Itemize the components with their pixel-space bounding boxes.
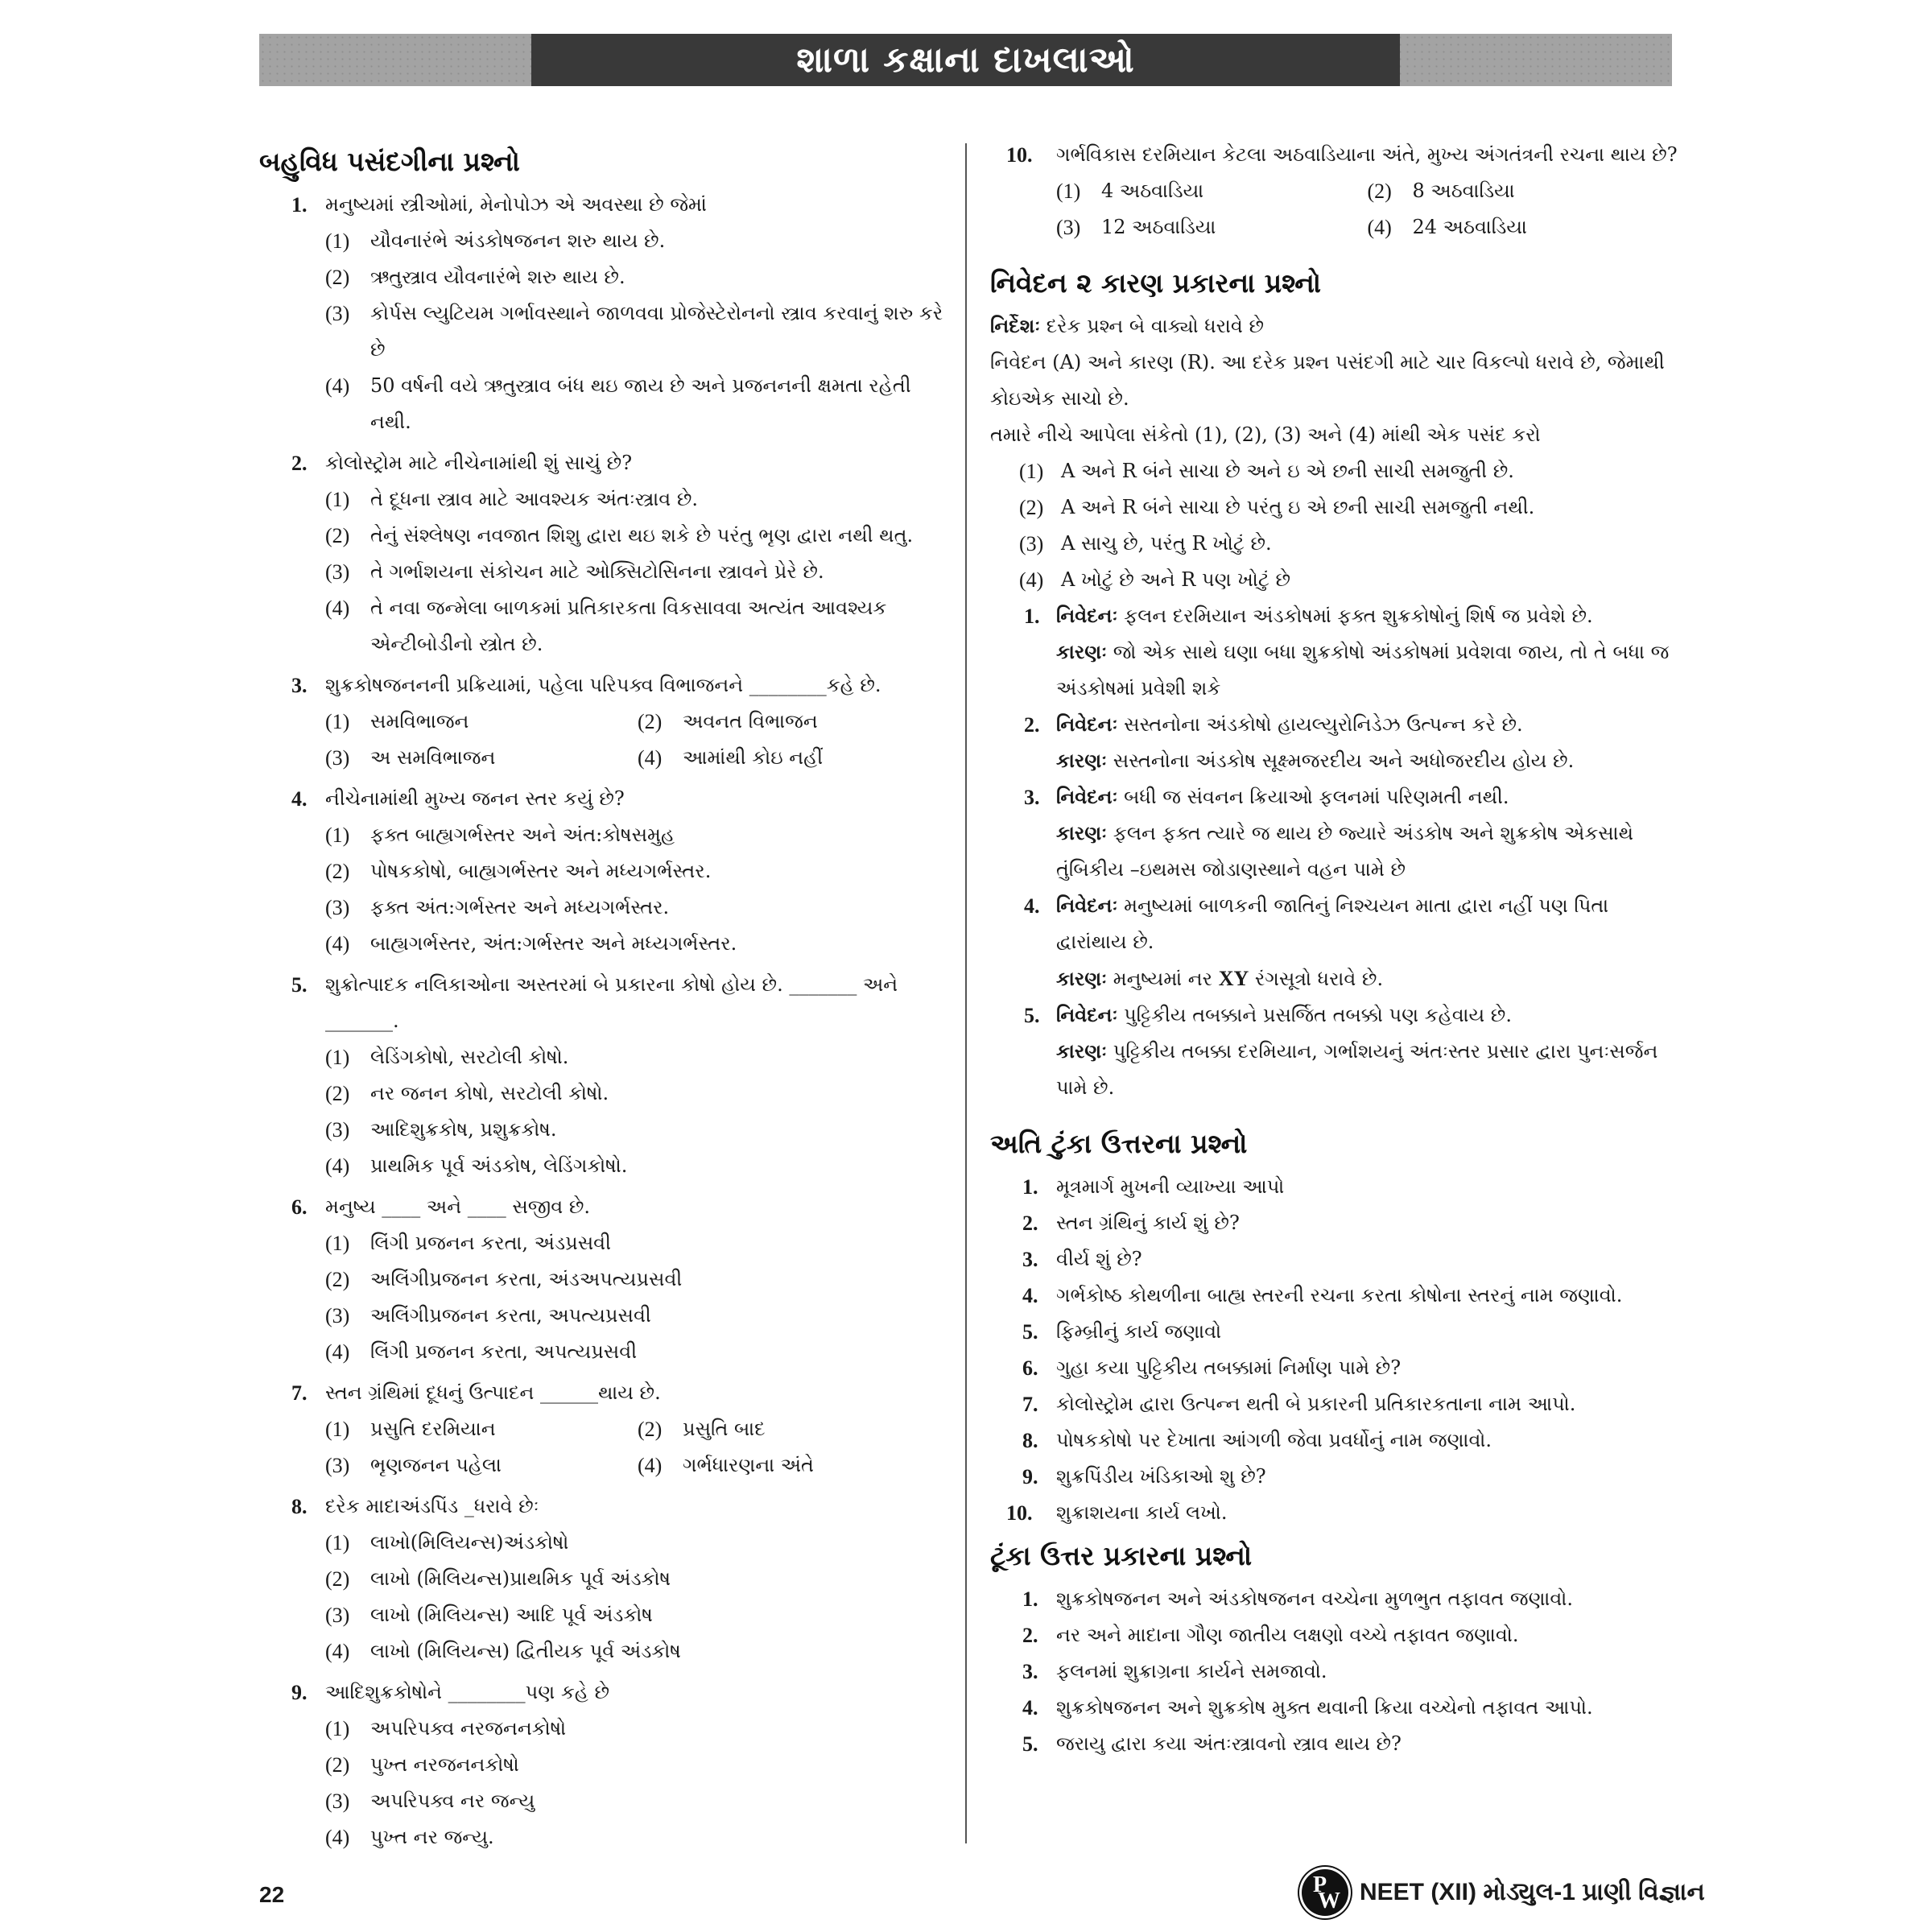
vsa-question bbox=[990, 1205, 1678, 1241]
option bbox=[325, 1633, 950, 1670]
question-number: 1. bbox=[291, 193, 308, 217]
option-text: ગર્ભધારણના અંતે bbox=[683, 1454, 814, 1476]
option bbox=[1368, 209, 1679, 246]
question-text: શુક્રકોષજનનની પ્રક્રિયામાં, પહેલા પરિપક્વ વિભાજનને ________કહે છે. bbox=[325, 674, 881, 696]
option-number: (1) bbox=[1056, 180, 1081, 203]
question-text: ફિમ્બ્રીનું કાર્ય જણાવો bbox=[1056, 1320, 1222, 1343]
option-text: અપરિપક્વ નર જન્યુ bbox=[370, 1790, 535, 1812]
reason-text: ફલન ફક્ત ત્યારે જ થાય છે જ્યારે અંડકોષ અને શુક્રકોષ એકસાથે તુંબિકીય –ઇથમસ જોડાણસ્થાને વહન પામે છે bbox=[1056, 822, 1633, 881]
option-text: પ્રસુતિ બાદ bbox=[683, 1418, 766, 1440]
option-text: અપરિપક્વ નરજનનકોષો bbox=[370, 1717, 567, 1740]
assertion-line bbox=[1056, 997, 1678, 1034]
question-text: વીર્ય શું છે? bbox=[1056, 1248, 1142, 1270]
option-number: (2) bbox=[325, 860, 350, 883]
option-list bbox=[325, 481, 950, 663]
option-number: (2) bbox=[638, 710, 663, 733]
question-text: શુક્રોત્પાદક નલિકાઓના અસ્તરમાં બે પ્રકારના કોષો હોય છે. _______ અને _______. bbox=[325, 973, 898, 1032]
option bbox=[325, 518, 950, 554]
option bbox=[638, 1447, 950, 1484]
question-text: જરાયુ દ્વારા કયા અંતઃસ્ત્રાવનો સ્ત્રાવ થાય છે? bbox=[1056, 1732, 1402, 1755]
assertion-text: મનુષ્યમાં બાળકની જાતિનું નિશ્ચયન માતા દ્વારા નહીં પણ પિતા દ્વારાંથાય છે. bbox=[1056, 894, 1609, 953]
question-text: કોલોસ્ટ્રોમ દ્વારા ઉત્પન્ન થતી બે પ્રકારની પ્રતિકારકતાના નામ આપો. bbox=[1056, 1393, 1576, 1415]
option bbox=[325, 1225, 950, 1261]
option bbox=[325, 1525, 950, 1561]
option-number: (4) bbox=[638, 746, 663, 770]
option bbox=[325, 1561, 950, 1597]
option-text: ફક્ત બાહ્યગર્ભસ્તર અને અંત:કોષસમુહ bbox=[370, 824, 675, 846]
question-number: 1. bbox=[1022, 1175, 1038, 1199]
question-number: 3. bbox=[1024, 786, 1040, 809]
option-grid bbox=[325, 1411, 950, 1484]
legend-option bbox=[1019, 562, 1678, 598]
assertion-text: સસ્તનોના અંડકોષો હાયલ્યુરોનિડેઝ ઉત્પન્ન કરે છે. bbox=[1124, 713, 1523, 736]
option bbox=[325, 259, 950, 295]
option-number: (3) bbox=[325, 1604, 350, 1627]
assertion-line bbox=[1056, 598, 1678, 634]
option bbox=[325, 1819, 950, 1856]
question-text: કોલોસ્ટ્રોમ માટે નીચેનામાંથી શું સાચું છે? bbox=[325, 452, 633, 474]
assertion-label: નિવેદનઃ bbox=[1056, 1004, 1118, 1026]
option bbox=[325, 1711, 950, 1747]
option bbox=[638, 704, 950, 740]
question-number: 4. bbox=[1022, 1696, 1038, 1719]
chromosome-xy: XY bbox=[1218, 967, 1249, 990]
question-number: 4. bbox=[1022, 1284, 1038, 1307]
mcq-question bbox=[259, 1674, 950, 1856]
option-number: (3) bbox=[325, 560, 350, 584]
sa-question bbox=[990, 1653, 1678, 1690]
legend-option bbox=[1019, 489, 1678, 526]
column-divider bbox=[965, 143, 967, 1843]
vsa-question bbox=[990, 1422, 1678, 1459]
book-title: NEET (XII) મોડ્યુલ-1 પ્રાણી વિજ્ઞાન bbox=[1360, 1879, 1705, 1905]
mcq-question bbox=[259, 781, 950, 962]
vsa-question bbox=[990, 1386, 1678, 1422]
option bbox=[325, 368, 950, 440]
option-list bbox=[325, 1225, 950, 1370]
option-number: (3) bbox=[1019, 532, 1044, 555]
vsa-question bbox=[990, 1495, 1678, 1531]
assertion-text: ફલન દરમિયાન અંડકોષમાં ફક્ત શુક્રકોષોનું શિર્ષ જ પ્રવેશે છે. bbox=[1124, 605, 1593, 627]
option bbox=[325, 1411, 638, 1447]
reason-line bbox=[1056, 960, 1678, 997]
reason-label: કારણઃ bbox=[1056, 1040, 1108, 1063]
option-text: 50 વર્ષની વયે ઋતુસ્ત્રાવ બંધ થઇ જાય છે અને પ્રજનનની ક્ષમતા રહેતી નથી. bbox=[370, 374, 911, 433]
option-number: (4) bbox=[325, 1640, 350, 1663]
short-answer-list bbox=[990, 1581, 1678, 1762]
option-number: (3) bbox=[325, 896, 350, 919]
reason-label: કારણઃ bbox=[1056, 968, 1108, 990]
assertion-line bbox=[1056, 888, 1678, 960]
mcq-question bbox=[259, 667, 950, 776]
option-number: (3) bbox=[325, 1790, 350, 1813]
question-text: પોષકકોષો પર દેખાતા આંગળી જેવા પ્રવર્ધોનું નામ જણાવો. bbox=[1056, 1429, 1492, 1451]
mcq-question bbox=[990, 137, 1678, 246]
question-text: શુક્રપિંડીય ખંડિકાઓ શુ છે? bbox=[1056, 1465, 1266, 1488]
option-list bbox=[325, 1711, 950, 1856]
vsa-question bbox=[990, 1459, 1678, 1495]
question-text: ફલનમાં શુક્રાગ્રના કાર્યને સમજાવો. bbox=[1056, 1660, 1327, 1682]
option-number: (4) bbox=[1367, 216, 1392, 239]
reason-line bbox=[1056, 1034, 1678, 1106]
question-number: 3. bbox=[291, 674, 308, 697]
option-number: (2) bbox=[1367, 180, 1392, 203]
option bbox=[325, 1112, 950, 1148]
option-text: 24 અઠવાડિયા bbox=[1412, 216, 1527, 238]
option-number: (1) bbox=[325, 710, 350, 733]
option-text: તે દૂધના સ્ત્રાવ માટે આવશ્યક અંતઃસ્ત્રાવ છે. bbox=[370, 488, 699, 510]
option-number: (2) bbox=[325, 266, 350, 289]
option-number: (4) bbox=[325, 1154, 350, 1178]
assertion-reason-item bbox=[990, 598, 1678, 707]
option-text: ફક્ત અંત:ગર્ભસ્તર અને મધ્યગર્ભસ્તર. bbox=[370, 896, 670, 919]
question-text: ગુહા કયા પુટ્ટિકીય તબક્કામાં નિર્માણ પામે છે? bbox=[1056, 1356, 1402, 1379]
option bbox=[325, 1747, 950, 1783]
assertion-label: નિવેદનઃ bbox=[1056, 713, 1118, 736]
question-text: નર અને માદાના ગૌણ જાતીય લક્ષણો વચ્ચે તફાવત જણાવો. bbox=[1056, 1624, 1519, 1646]
pw-logo-icon: P W bbox=[1302, 1869, 1348, 1916]
assertion-line bbox=[1056, 779, 1678, 815]
option-text: લાખો (મિલિયન્સ)પ્રાથમિક પૂર્વ અંડકોષ bbox=[370, 1567, 671, 1590]
option-number: (4) bbox=[1019, 568, 1044, 592]
answer-key-legend bbox=[990, 453, 1678, 598]
reason-line bbox=[1056, 815, 1678, 888]
option-text: લેડિંગકોષો, સરટોલી કોષો. bbox=[370, 1046, 569, 1068]
option-text: લિંગી પ્રજનન કરતા, અંડપ્રસવી bbox=[370, 1232, 611, 1254]
option-number: (2) bbox=[638, 1418, 663, 1441]
reason-line bbox=[1056, 743, 1678, 779]
assertion-reason-item bbox=[990, 888, 1678, 997]
option bbox=[1056, 209, 1368, 246]
reason-text-pre: મનુષ્યમાં નર bbox=[1113, 968, 1219, 990]
option-number: (2) bbox=[325, 1567, 350, 1591]
sa-question bbox=[990, 1617, 1678, 1653]
question-number: 5. bbox=[1022, 1320, 1038, 1344]
left-column bbox=[259, 137, 950, 1856]
question-number: 9. bbox=[291, 1681, 308, 1704]
option bbox=[638, 1411, 950, 1447]
question-number: 1. bbox=[1024, 605, 1040, 628]
option-number: (2) bbox=[325, 1268, 350, 1291]
option-list bbox=[325, 1039, 950, 1184]
option-number: (1) bbox=[325, 824, 350, 847]
option bbox=[325, 554, 950, 590]
option-number: (1) bbox=[325, 1232, 350, 1255]
question-number: 10. bbox=[1006, 1501, 1033, 1525]
very-short-answer-list bbox=[990, 1169, 1678, 1531]
option bbox=[325, 890, 950, 926]
mcq-question bbox=[259, 1375, 950, 1484]
question-text: આદિશુક્રકોષોને ________પણ કહે છે bbox=[325, 1681, 610, 1703]
question-number: 2. bbox=[1024, 713, 1040, 737]
option-number: (3) bbox=[325, 746, 350, 770]
option-number: (3) bbox=[325, 1118, 350, 1141]
option-text: 8 અઠવાડિયા bbox=[1412, 180, 1515, 202]
direction-line bbox=[990, 308, 1678, 345]
option bbox=[325, 1039, 950, 1075]
question-text: મૂત્રમાર્ગ મુખની વ્યાખ્યા આપો bbox=[1056, 1175, 1285, 1198]
option bbox=[638, 740, 950, 776]
option bbox=[325, 853, 950, 890]
option-number: (2) bbox=[325, 1082, 350, 1105]
option-text: અલિંગીપ્રજનન કરતા, અપત્યપ્રસવી bbox=[370, 1304, 651, 1327]
question-text: દરેક માદાઅંડપિંડ _ધરાવે છેઃ bbox=[325, 1495, 539, 1517]
option-text: આદિશુક્રકોષ, પ્રશુક્રકોષ. bbox=[370, 1118, 557, 1141]
option-number: (4) bbox=[325, 597, 350, 620]
question-number: 2. bbox=[1022, 1212, 1038, 1235]
vsa-question bbox=[990, 1350, 1678, 1386]
question-number: 3. bbox=[1022, 1248, 1038, 1271]
question-number: 9. bbox=[1022, 1465, 1038, 1488]
option-text: બાહ્યગર્ભસ્તર, અંત:ગર્ભસ્તર અને મધ્યગર્ભસ્તર. bbox=[370, 932, 737, 955]
right-column bbox=[990, 137, 1678, 1762]
reason-label: કારણઃ bbox=[1056, 822, 1108, 844]
option bbox=[325, 481, 950, 518]
option-text: પ્રાથમિક પૂર્વ અંડકોષ, લેડિંગકોષો. bbox=[370, 1154, 628, 1177]
direction-text: દરેક પ્રશ્ન બે વાક્યો ધરાવે છે bbox=[1046, 315, 1265, 337]
option bbox=[325, 704, 638, 740]
question-number: 4. bbox=[291, 787, 308, 811]
intro-text: નિવેદન (A) અને કારણ (R). આ દરેક પ્રશ્ન પસંદગી માટે ચાર વિકલ્પો ધરાવે છે, જેમાથી કોઇએક સાચો છે. bbox=[990, 351, 1665, 410]
option bbox=[1368, 173, 1679, 209]
option-text: પુખ્ત નર જન્યુ. bbox=[370, 1826, 494, 1848]
option-text: અવનત વિભાજન bbox=[683, 710, 818, 733]
question-text: સ્તન ગ્રંથિનું કાર્ય શું છે? bbox=[1056, 1212, 1240, 1234]
vsa-question bbox=[990, 1169, 1678, 1205]
option-number: (2) bbox=[325, 524, 350, 547]
short-answer-heading: ટૂંકા ઉત્તર પ્રકારના પ્રશ્નો bbox=[990, 1540, 1253, 1571]
reason-text: જો એક સાથે ઘણા બધા શુક્રકોષો અંડકોષમાં પ્રવેશવા જાય, તો તે બધા જ અંડકોષમાં પ્રવેશી શકે bbox=[1056, 641, 1670, 700]
question-number: 7. bbox=[291, 1381, 308, 1405]
legend-option bbox=[1019, 526, 1678, 562]
option-text: પુખ્ત નરજનનકોષો bbox=[370, 1753, 519, 1776]
option-grid bbox=[1056, 173, 1678, 246]
option-number: (3) bbox=[325, 1454, 350, 1477]
option bbox=[325, 1075, 950, 1112]
option-text: અ સમવિભાજન bbox=[370, 746, 496, 769]
question-text: શુક્રકોષજનન અને અંડકોષજનન વચ્ચેના મુળભુત તફાવત જણાવો. bbox=[1056, 1587, 1574, 1610]
assertion-label: નિવેદનઃ bbox=[1056, 605, 1118, 627]
option-text: સમવિભાજન bbox=[370, 710, 469, 733]
vsa-question bbox=[990, 1278, 1678, 1314]
option-text: આમાંથી કોઇ નહીં bbox=[683, 746, 824, 769]
question-number: 5. bbox=[1024, 1004, 1040, 1027]
option bbox=[325, 1298, 950, 1334]
option-text: A સાચુ છે, પરંતુ R ખોટું છે. bbox=[1061, 532, 1272, 555]
vsa-question bbox=[990, 1314, 1678, 1350]
footer-brand bbox=[1302, 1866, 1705, 1919]
question-text: નીચેનામાંથી મુખ્ય જનન સ્તર કયું છે? bbox=[325, 787, 625, 810]
assertion-label: નિવેદનઃ bbox=[1056, 786, 1118, 808]
option-text: અલિંગીપ્રજનન કરતા, અંડઅપત્યપ્રસવી bbox=[370, 1268, 683, 1290]
option-number: (3) bbox=[325, 302, 350, 325]
reason-label: કારણઃ bbox=[1056, 749, 1108, 772]
option-text: કોર્પસ લ્યુટિયમ ગર્ભાવસ્થાને જાળવવા પ્રોજેસ્ટેરોનનો સ્ત્રાવ કરવાનું શરુ કરે છે bbox=[370, 302, 943, 361]
question-number: 5. bbox=[1022, 1732, 1038, 1756]
question-text: ગર્ભવિકાસ દરમિયાન કેટલા અઠવાડિયાના અંતે, મુખ્ય અંગતંત્રની રચના થાય છે? bbox=[1056, 143, 1678, 166]
question-number: 1. bbox=[1022, 1587, 1038, 1611]
question-number: 3. bbox=[1022, 1660, 1038, 1683]
option-number: (1) bbox=[325, 229, 350, 253]
option bbox=[325, 223, 950, 259]
option-number: (2) bbox=[1019, 496, 1044, 519]
option bbox=[325, 817, 950, 853]
reason-label: કારણઃ bbox=[1056, 641, 1108, 663]
option-list bbox=[325, 223, 950, 440]
sa-question bbox=[990, 1726, 1678, 1762]
option bbox=[325, 1783, 950, 1819]
question-number: 8. bbox=[1022, 1429, 1038, 1452]
very-short-answer-heading: અતિ ટુંકા ઉત્તરના પ્રશ્નો bbox=[990, 1128, 1248, 1159]
option-text: 12 અઠવાડિયા bbox=[1101, 216, 1216, 238]
option bbox=[325, 1261, 950, 1298]
option-number: (1) bbox=[325, 1531, 350, 1554]
question-text: શુક્રાશયના કાર્ય લખો. bbox=[1056, 1501, 1228, 1524]
option-list bbox=[325, 817, 950, 962]
option-text: તે ગર્ભાશયના સંકોચન માટે ઓક્સિટોસિનના સ્ત્રાવને પ્રેરે છે. bbox=[370, 560, 824, 583]
question-text: શુક્રકોષજનન અને શુક્રકોષ મુક્ત થવાની ક્રિયા વચ્ચેનો તફાવત આપો. bbox=[1056, 1696, 1593, 1719]
assertion-reason-item bbox=[990, 779, 1678, 888]
option-number: (4) bbox=[638, 1454, 663, 1477]
instruction-text: તમારે નીચે આપેલા સંકેતો (1), (2), (3) અને (4) માંથી એક પસંદ કરો bbox=[990, 423, 1541, 446]
sa-question bbox=[990, 1581, 1678, 1617]
question-number: 4. bbox=[1024, 894, 1040, 918]
chapter-header-bar bbox=[259, 34, 1672, 86]
option-text: તેનું સંશ્લેષણ નવજાત શિશુ દ્વારા થઇ શકે છે પરંતુ ભૃણ દ્વારા નથી થતુ. bbox=[370, 524, 914, 547]
option bbox=[325, 1148, 950, 1184]
mcq-question bbox=[259, 1488, 950, 1670]
assertion-reason-item bbox=[990, 997, 1678, 1106]
option bbox=[325, 926, 950, 962]
option bbox=[325, 740, 638, 776]
option-text: લિંગી પ્રજનન કરતા, અપત્યપ્રસવી bbox=[370, 1340, 638, 1363]
reason-text: પુટ્ટિકીય તબક્કા દરમિયાન, ગર્ભાશયનું અંતઃસ્તર પ્રસાર દ્વારા પુનઃસર્જન પામે છે. bbox=[1056, 1040, 1658, 1099]
option-text: પોષકકોષો, બાહ્યગર્ભસ્તર અને મધ્યગર્ભસ્તર. bbox=[370, 860, 712, 882]
option-text: A અને R બંને સાચા છે અને ઇ એ છની સાચી સમજુતી છે. bbox=[1061, 460, 1514, 482]
assertion-text: બધી જ સંવનન ક્રિયાઓ ફલનમાં પરિણમતી નથી. bbox=[1124, 786, 1509, 808]
assertion-line bbox=[1056, 707, 1678, 743]
option-number: (4) bbox=[325, 1826, 350, 1849]
option-number: (4) bbox=[325, 1340, 350, 1364]
option-number: (3) bbox=[1056, 216, 1081, 239]
assertion-reason-item bbox=[990, 707, 1678, 779]
direction-label: નિર્દેશઃ bbox=[990, 315, 1041, 337]
option bbox=[325, 1334, 950, 1370]
question-number: 2. bbox=[1022, 1624, 1038, 1647]
question-number: 5. bbox=[291, 973, 308, 997]
question-text: મનુષ્યમાં સ્ત્રીઓમાં, મેનોપોઝ એ અવસ્થા છે જેમાં bbox=[325, 193, 707, 216]
option-number: (1) bbox=[325, 1418, 350, 1441]
question-text: સ્તન ગ્રંથિમાં દૂધનું ઉત્પાદન ______થાય છે. bbox=[325, 1381, 661, 1404]
option-number: (1) bbox=[325, 488, 350, 511]
option-list bbox=[325, 1525, 950, 1670]
option-text: A ખોટું છે અને R પણ ખોટું છે bbox=[1061, 568, 1291, 591]
option-text: ભૃણજનન પહેલા bbox=[370, 1454, 502, 1476]
option-number: (1) bbox=[1019, 460, 1044, 483]
question-number: 8. bbox=[291, 1495, 308, 1518]
option-text: લાખો (મિલિયન્સ) આદિ પૂર્વ અંડકોષ bbox=[370, 1604, 653, 1626]
assertion-text: પુટ્ટિકીય તબક્કાને પ્રસર્જિત તબક્કો પણ કહેવાય છે. bbox=[1124, 1004, 1512, 1026]
mcq-question bbox=[259, 445, 950, 663]
option-text: લાખો(મિલિયન્સ)અંડકોષો bbox=[370, 1531, 569, 1554]
question-number: 6. bbox=[1022, 1356, 1038, 1380]
option-text: લાખો (મિલિયન્સ) દ્વિતીયક પૂર્વ અંડકોષ bbox=[370, 1640, 681, 1662]
mcq-question bbox=[259, 1189, 950, 1370]
question-text: ગર્ભકોષ્ઠ કોથળીના બાહ્ય સ્તરની રચના કરતા કોષોના સ્તરનું નામ જણાવો. bbox=[1056, 1284, 1623, 1307]
vsa-question bbox=[990, 1241, 1678, 1278]
question-number: 7. bbox=[1022, 1393, 1038, 1416]
option bbox=[325, 295, 950, 368]
reason-text: સસ્તનોના અંડકોષ સૂક્ષ્મજરદીય અને અધોજરદીય હોય છે. bbox=[1113, 749, 1575, 772]
option-text: A અને R બંને સાચા છે પરંતુ ઇ એ છની સાચી સમજુતી નથી. bbox=[1061, 496, 1535, 518]
option bbox=[1056, 173, 1368, 209]
option bbox=[325, 590, 950, 663]
mcq-heading: બહુવિધ પસંદગીના પ્રશ્નો bbox=[259, 146, 520, 177]
option-text: તે નવા જન્મેલા બાળકમાં પ્રતિકારકતા વિકસાવવા અત્યંત આવશ્યક એન્ટીબોડીનો સ્ત્રોત છે. bbox=[370, 597, 887, 655]
option-text: પ્રસુતિ દરમિયાન bbox=[370, 1418, 496, 1440]
option-number: (4) bbox=[325, 374, 350, 398]
option-number: (1) bbox=[325, 1046, 350, 1069]
option-number: (3) bbox=[325, 1304, 350, 1327]
page-number: 22 bbox=[259, 1882, 285, 1907]
reason-text-post: રંગસૂત્રો ધરાવે છે. bbox=[1249, 968, 1384, 990]
legend-option bbox=[1019, 453, 1678, 489]
chapter-title: શાળા કક્ષાના દાખલાઓ bbox=[531, 34, 1400, 86]
option-text: 4 અઠવાડિયા bbox=[1101, 180, 1204, 202]
sa-question bbox=[990, 1690, 1678, 1726]
option-text: ઋતુસ્ત્રાવ યૌવનારંભે શરુ થાય છે. bbox=[370, 266, 625, 288]
option-number: (4) bbox=[325, 932, 350, 956]
question-number: 10. bbox=[1006, 143, 1033, 167]
mcq-question bbox=[259, 967, 950, 1184]
option bbox=[325, 1447, 638, 1484]
question-number: 6. bbox=[291, 1195, 308, 1219]
option-text: યૌવનારંભે અંડકોષજનન શરુ થાય છે. bbox=[370, 229, 666, 252]
mcq-question bbox=[259, 187, 950, 440]
assertion-label: નિવેદનઃ bbox=[1056, 894, 1118, 917]
option-grid bbox=[325, 704, 950, 776]
question-number: 2. bbox=[291, 452, 308, 475]
assertion-reason-heading: નિવેદન ૨ કારણ પ્રકારના પ્રશ્નો bbox=[990, 267, 1322, 299]
option-text: નર જનન કોષો, સરટોલી કોષો. bbox=[370, 1082, 609, 1104]
option bbox=[325, 1597, 950, 1633]
reason-line bbox=[1056, 634, 1678, 707]
option-number: (2) bbox=[325, 1753, 350, 1777]
option-number: (1) bbox=[325, 1717, 350, 1740]
question-text: મનુષ્ય ____ અને ____ સજીવ છે. bbox=[325, 1195, 591, 1218]
